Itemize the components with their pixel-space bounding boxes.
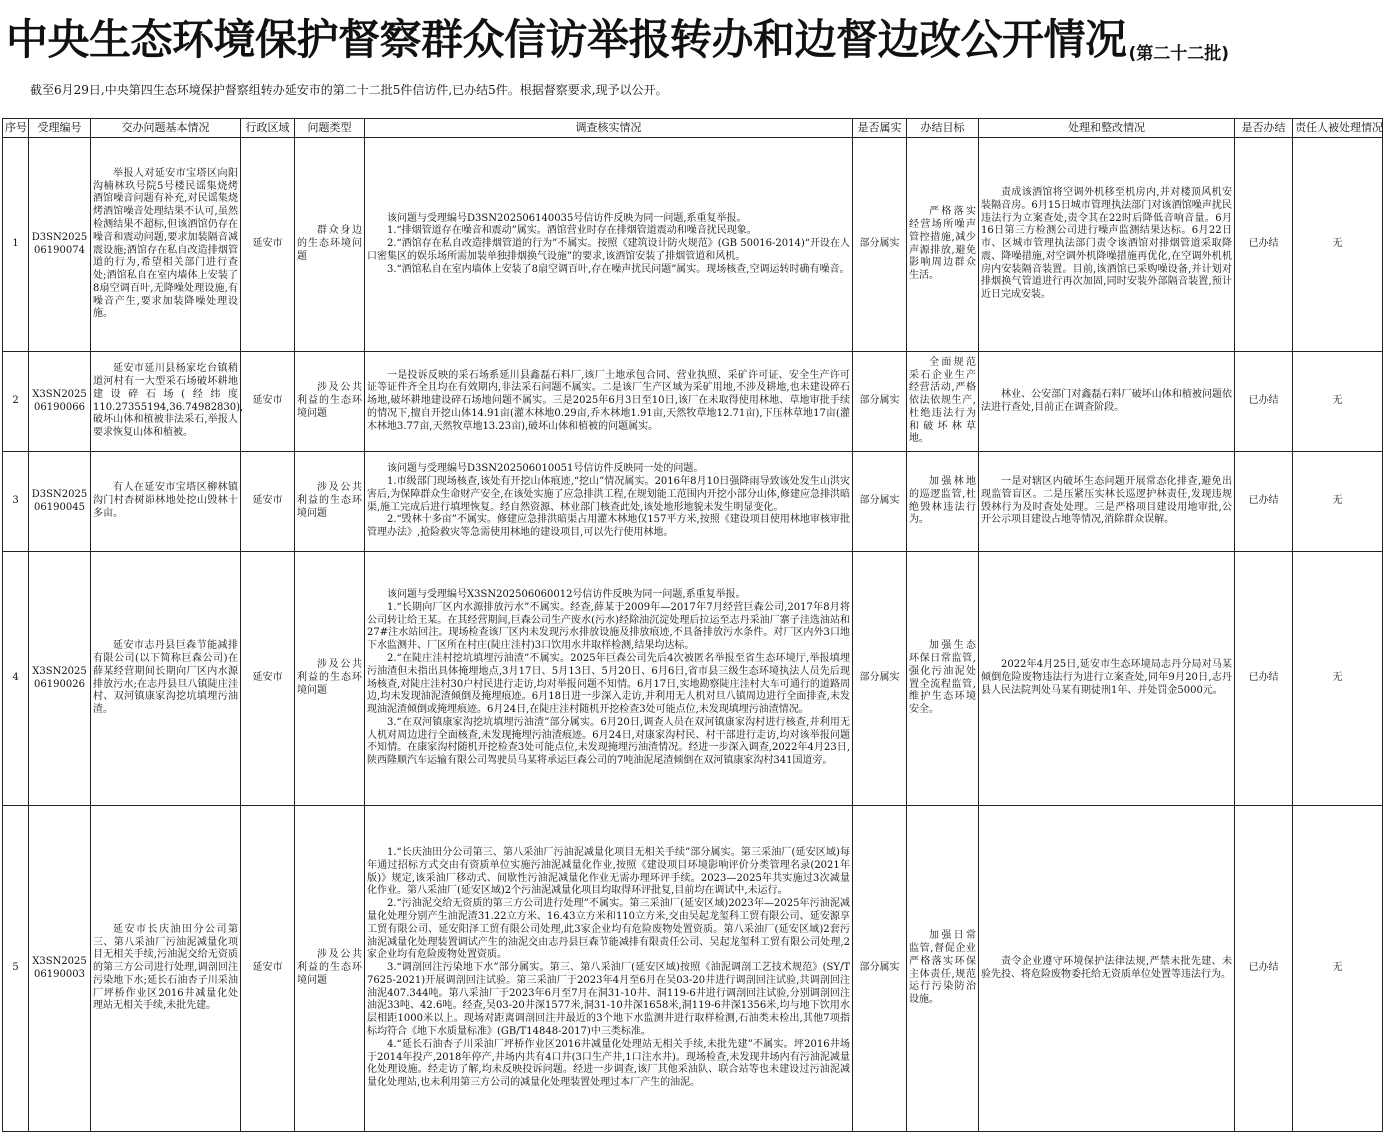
row-number: 1	[3, 138, 29, 352]
table-row	[3, 806, 1383, 1132]
title-row	[6, 6, 1382, 76]
completion-goal: 全面规范采石企业生产经营活动,严格依法依规生产,杜绝违法行为和破坏林草地。	[907, 352, 979, 452]
row-number: 4	[3, 552, 29, 806]
col-header-issue: 交办问题基本情况	[91, 119, 241, 138]
col-header-punish: 责任人被处理情况	[1293, 119, 1383, 138]
intro-paragraph: 截至6月29日,中央第四生态环境保护督察组转办延安市的第二十二批5件信访件,已办结5件。根据督察要求,现予以公开。	[30, 83, 668, 97]
investigation-paragraph: 2.“毁林十多亩”不属实。修建应急排洪暗渠占用灌木林地仅157平方米,按照《建设项目使用林地审核审批管理办法》,抢险救灾等急需使用林地的建设项目,可以先行使用林地。	[367, 514, 850, 539]
col-header-closed: 是否办结	[1235, 119, 1293, 138]
is-true: 部分属实	[853, 806, 907, 1132]
handling-status: 责成该酒馆将空调外机移至机房内,并对楼顶风机安装隔音房。6月15日城市管理执法部门对该酒馆噪声扰民违法行为立案查处,责令其在22时后降低音响音量。6月16日第三方检测公司进行噪声监测结果达标。6月22日市、区城市管理执法部门责令该酒馆对排烟管道采取降震、降噪措施,对空调外机降噪措施再优化,在空调外机机房内安装隔音装置。目前,该酒馆已采购噪设备,并计划对排烟换气管道进行再次加固,同时安装外部隔音装置,预计近日完成安装。	[979, 138, 1235, 352]
is-closed: 已办结	[1235, 806, 1293, 1132]
investigation-paragraph: 2.“在陡庄洼村挖坑填埋污油渣”不属实。2025年巨森公司先后4次被匿名举报至省生态环境厅,举报填埋污油渣但未指出具体掩埋地点,3月17日、5月13日、5月20日、6月6日,省市县三级生态环境执法人员先后现场核查,对陡庄洼村30户村民进行走访,均对举报问题不知情。6月17日,实地勘察陡庄洼村大车可通行的道路周边,均未发现油泥渣倾倒及掩埋痕迹。6月18日进一步深入走访,并利用无人机对旦八镇周边进行全面排查,未发现油泥渣倾倒或掩埋痕迹。6月24日,在陡庄洼村随机开挖检查3处可能点位,未发现填埋污油渣情况。	[367, 652, 850, 716]
page-title: 中央生态环境保护督察群众信访举报转办和边督边改公开情况	[6, 15, 1127, 64]
responsible-handling: 无	[1293, 352, 1383, 452]
acceptance-code: X3SN2025 06190003	[29, 806, 91, 1132]
col-header-type: 问题类型	[295, 119, 365, 138]
admin-region: 延安市	[241, 806, 295, 1132]
investigation-paragraph: 2.“污油泥交给无资质的第三方公司进行处理”不属实。第三采油厂(延安区域)2023年—2025年污油泥减量化处理分别产生油泥渣31.22立方米、16.43立方米和110立方米,交由吴起龙玺科工贸有限公司、延安源享工贸有限公司、延安阳泽工贸有限公司处理,此3家企业均有危险废物处置资质。第八采油厂(延安区域)2套污油泥减量化处理装置调试产生的油泥交由志丹县巨森节能减排有限责任公司、吴起龙玺科工贸有限公司处理,2家企业均有危险废物处置资质。	[367, 898, 850, 961]
investigation-result	[365, 552, 853, 806]
investigation-paragraph: 该问题与受理编号D3SN202506010051号信访件反映同一处的问题。	[387, 463, 704, 475]
investigation-result	[365, 806, 853, 1132]
investigation-result	[365, 452, 853, 552]
batch-label: (第二十二批)	[1128, 44, 1230, 64]
issue-description: 延安市长庆油田分公司第三、第八采油厂污油泥减量化项目无相关手续,污油泥交给无资质的第三方公司进行处理,调剖回注污染地下水;延长石油杏子川采油厂坪桥作业区2016井减量化处理站无相关手续,未批先建。	[91, 806, 241, 1132]
investigation-paragraph: 1.市级部门现场核查,该处有开挖山体痕迹,“挖山”情况属实。2016年8月10日强降雨导致该处发生山洪灾害后,为保障群众生命财产安全,在该处实施了应急排洪工程,在规划能工范围内开挖小部分山体,修建应急排洪暗渠,施工完成后进行填埋恢复。经自然资源、林业部门核查此处,该处地形地貌未发生明显变化。	[367, 475, 850, 513]
row-number: 2	[3, 352, 29, 452]
responsible-handling: 无	[1293, 806, 1383, 1132]
problem-type: 涉及公共利益的生态环境问题	[295, 452, 365, 552]
problem-type: 群众身边的生态环境问题	[295, 138, 365, 352]
investigation-paragraph: 4.“延长石油杏子川采油厂坪桥作业区2016井减量化处理站无相关手续,未批先建”不属实。坪2016井场于2014年投产,2018年停产,井场内共有4口井(3口生产井,1口注水井)。现场检查,未发现井场内有污油泥减量化处理设施。经走访了解,均未反映投诉问题。经进一步调查,该厂其他采油队、联合站等也未建设过污油泥减量化处理站,也未利用第三方公司的减量化处理装置处理过本厂产生的油泥。	[367, 1038, 850, 1089]
problem-type: 涉及公共利益的生态环境问题	[295, 806, 365, 1132]
admin-region: 延安市	[241, 452, 295, 552]
completion-goal: 加强日常监管,督促企业严格落实环保主体责任,规范运行污染防治设施。	[907, 806, 979, 1132]
col-header-handling: 处理和整改情况	[979, 119, 1235, 138]
complaint-table	[2, 118, 1383, 1132]
is-closed: 已办结	[1235, 352, 1293, 452]
admin-region: 延安市	[241, 552, 295, 806]
investigation-paragraph: 1.“排烟管道存在噪音和震动”属实。酒馆营业时存在排烟管道震动和噪音扰民现象。	[387, 225, 757, 237]
col-header-goal: 办结目标	[907, 119, 979, 138]
problem-type: 涉及公共利益的生态环境问题	[295, 352, 365, 452]
col-header-code: 受理编号	[29, 119, 91, 138]
admin-region: 延安市	[241, 138, 295, 352]
table-row	[3, 138, 1383, 352]
investigation-result	[365, 352, 853, 452]
is-closed: 已办结	[1235, 452, 1293, 552]
handling-status: 林业、公安部门对鑫磊石料厂破坏山体和植被问题依法进行查处,目前正在调查阶段。	[979, 352, 1235, 452]
table-header-row	[3, 119, 1383, 138]
investigation-paragraph: 2.“酒馆存在私自改造排烟管道的行为”不属实。按照《建筑设计防火规范》(GB 50016-2014)“开设在人口密集区的娱乐场所需加装单独排烟换气设施”的要求,该酒馆安装了排烟管道和风机。	[367, 238, 850, 262]
acceptance-code: D3SN2025 06190045	[29, 452, 91, 552]
completion-goal: 加强生态环保日常监管,强化污油泥处置全流程监管,维护生态环境安全。	[907, 552, 979, 806]
investigation-paragraph: 3.“在双河镇康家沟挖坑填埋污油渣”部分属实。6月20日,调查人员在双河镇康家沟村进行核查,并利用无人机对周边进行全面核查,未发现掩埋污油渣痕迹。6月24日,对康家沟村民、村干部进行走访,均对该举报问题不知情。在康家沟村随机开挖检查3处可能点位,未发现掩埋污油渣情况。经进一步深入调查,2022年4月23日,陕西隆顺汽车运输有限公司驾驶员马某将承运巨森公司的7吨油泥尾渣倾倒在双河镇康家沟村341国道旁。	[367, 716, 850, 767]
investigation-paragraph: 该问题与受理编号D3SN202506140035号信访件反映为同一问题,系重复举报。	[387, 212, 747, 224]
handling-status: 责令企业遵守环境保护法律法规,严禁未批先建、未验先投、将危险废物委托给无资质单位处置等违法行为。	[979, 806, 1235, 1132]
investigation-paragraph: 该问题与受理编号X3SN202506060012号信访件反映为同一问题,系重复举报。	[387, 588, 746, 600]
row-number: 3	[3, 452, 29, 552]
responsible-handling: 无	[1293, 452, 1383, 552]
responsible-handling: 无	[1293, 552, 1383, 806]
responsible-handling: 无	[1293, 138, 1383, 352]
investigation-paragraph: 一是投诉反映的采石场系延川县鑫磊石料厂,该厂土地承包合同、营业执照、采矿许可证、安全生产许可证等证件齐全且均在有效期内,非法采石问题不属实。二是该厂生产区域为采矿用地,不涉及耕地,也未建设碎石场地,破坏耕地建设碎石场地问题不属实。三是2025年6月3日至10日,该厂在未取得使用林地、草地审批手续的情况下,擅自开挖山体14.91亩(灌木林地0.29亩,乔木林地1.91亩,天然牧草地12.71亩),下压林草地17亩(灌木林地3.77亩,天然牧草地13.23亩),破坏山体和植被的问题属实。	[367, 369, 850, 432]
investigation-paragraph: 3.“调剖回注污染地下水”部分属实。第三、第八采油厂(延安区域)按照《油泥调剖工艺技术规范》(SY/T 7625-2021)开展调剖回注试验。第三采油厂于2023年4月至6月在吴03-20井进行调剖回注试验,共调剖回注油泥407.344吨。第八采油厂于2023年6月至7月在洞31-10井、洞119-6井进行调剖回注试验,分别调剖回注油泥33吨、42.6吨。经查,吴03-20井深1577米,洞31-10井深1658米,洞119-6井深1356米,均与地下饮用水层相距1000米以上。现场对距离调剖回注井最近的3个地下水监测井进行取样检测,石油类未检出,其他7项指标均符合《地下水质量标准》(GB/T14848-2017)中三类标准。	[367, 962, 850, 1038]
col-header-truth: 是否属实	[853, 119, 907, 138]
is-true: 部分属实	[853, 138, 907, 352]
acceptance-code: X3SN2025 06190026	[29, 552, 91, 806]
issue-description: 延安市志丹县巨森节能减排有限公司(以下简称巨森公司)在薛某经营期间长期向厂区内水源排放污水;在志丹县旦八镇陡庄洼村、双河镇康家沟挖坑填埋污油渣。	[91, 552, 241, 806]
acceptance-code: D3SN2025 06190074	[29, 138, 91, 352]
issue-description: 有人在延安市宝塔区柳林镇沟门村杏树峁林地处挖山毁林十多亩。	[91, 452, 241, 552]
investigation-paragraph: 3.“酒馆私自在室内墙体上安装了8扇空调百叶,存在噪声扰民问题”属实。现场核查,空调运转时确有噪音。	[387, 263, 850, 275]
col-header-no: 序号	[3, 119, 29, 138]
admin-region: 延安市	[241, 352, 295, 452]
is-true: 部分属实	[853, 452, 907, 552]
is-closed: 已办结	[1235, 552, 1293, 806]
completion-goal: 严格落实经营场所噪声管控措施,减少声源排放,避免影响周边群众生活。	[907, 138, 979, 352]
col-header-region: 行政区域	[241, 119, 295, 138]
table-row	[3, 452, 1383, 552]
table-row	[3, 552, 1383, 806]
table-row	[3, 352, 1383, 452]
row-number: 5	[3, 806, 29, 1132]
is-true: 部分属实	[853, 352, 907, 452]
investigation-paragraph: 1.“长期向厂区内水源排放污水”不属实。经查,薛某于2009年—2017年7月经营巨森公司,2017年8月将公司转让给王某。在其经营期间,巨森公司生产废水(污水)经除油沉淀处理后拉运至志丹采油厂寨子洼选油站和27#注水站回注。现场检查该厂区内未发现污水排放设施及排放痕迹,不具备排放污水条件。对厂区内外3口地下水监测井、厂区所在村庄(陡庄洼村)3口饮用水井取样检测,结果均达标。	[367, 601, 850, 652]
col-header-investigation: 调查核实情况	[365, 119, 853, 138]
investigation-paragraph: 1.“长庆油田分公司第三、第八采油厂污油泥减量化项目无相关手续”部分属实。第三采油厂(延安区域)每年通过招标方式交由有资质单位实施污油泥减量化作业,按照《建设项目环境影响评价分类管理名录(2021年版)》规定,该采油厂移动式、间歇性污油泥减量化作业无需办理环评手续。2023—2025年共实施过3次减量化作业。第八采油厂(延安区域)2个污油泥减量化项目均取得环评批复,目前均在调试中,未运行。	[367, 846, 850, 897]
is-true: 部分属实	[853, 552, 907, 806]
problem-type: 涉及公共利益的生态环境问题	[295, 552, 365, 806]
issue-description: 举报人对延安市宝塔区向阳沟楠林玖号院5号楼民谣集烧烤酒馆噪音问题有补充,对民谣集烧烤酒馆噪音处理结果不认可,虽然检测结果不超标,但该酒馆仍存在噪音和震动问题,要求加装隔音减震设施;酒馆存在私自改造排烟管道的行为,希望相关部门进行查处;酒馆私自在室内墙体上安装了8扇空调百叶,无降噪处理设施,有噪音产生,要求加装降噪处理设施。	[91, 138, 241, 352]
completion-goal: 加强林地的巡逻监管,杜绝毁林违法行为。	[907, 452, 979, 552]
investigation-result	[365, 138, 853, 352]
is-closed: 已办结	[1235, 138, 1293, 352]
acceptance-code: X3SN2025 06190066	[29, 352, 91, 452]
issue-description: 延安市延川县杨家圪台镇稍道河村有一大型采石场破坏耕地建设碎石场(经纬度110.27355194,36.74982830),破坏山体和植被非法采石,举报人要求恢复山体和植被。	[91, 352, 241, 452]
handling-status: 一是对辖区内破坏生态问题开展常态化排查,避免出现监管盲区。二是压紧压实林长巡逻护林责任,发现违规毁林行为及时查处处理。三是严格项目建设用地审批,公开公示项目建设占地等情况,消除群众误解。	[979, 452, 1235, 552]
handling-status: 2022年4月25日,延安市生态环境局志丹分局对马某倾倒危险废物违法行为进行立案查处,同年9月20日,志丹县人民法院判处马某有期徒刑1年、并处罚金5000元。	[979, 552, 1235, 806]
